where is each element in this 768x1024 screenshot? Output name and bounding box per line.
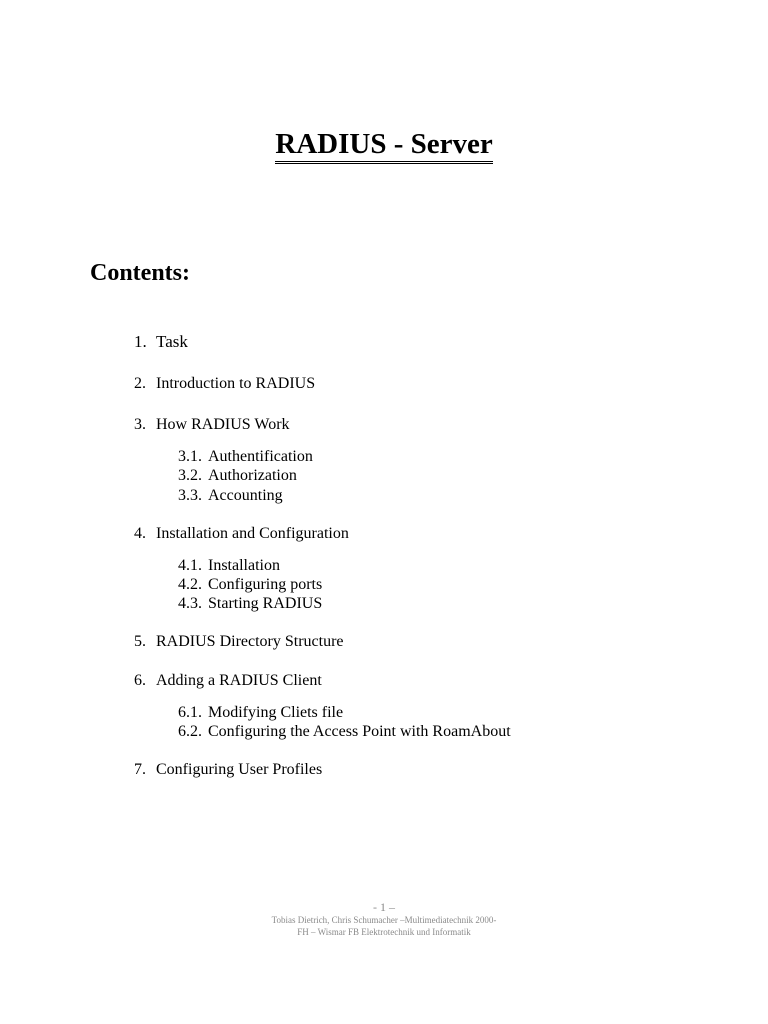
toc-number: 3. [134, 416, 146, 433]
toc-label: Configuring User Profiles [156, 761, 323, 778]
page-number: - 1 – [373, 900, 395, 914]
toc-label: Configuring the Access Point with RoamAbout [208, 723, 511, 740]
toc-label: Introduction to RADIUS [156, 375, 316, 392]
toc-subitem-accounting [178, 486, 283, 506]
toc-subitem-installation [178, 556, 280, 576]
toc-item-user-profiles [134, 760, 322, 780]
toc-number: 4.2. [178, 576, 202, 593]
toc-number: 5. [134, 633, 146, 650]
toc-label: Task [156, 332, 188, 351]
toc-item-adding-client [134, 671, 322, 691]
toc-number: 6.1. [178, 704, 202, 721]
toc-label: Accounting [208, 487, 283, 504]
toc-number: 7. [134, 761, 146, 778]
toc-number: 3.1. [178, 448, 202, 465]
toc-label: Configuring ports [208, 576, 323, 593]
footer-institution: FH – Wismar FB Elektrotechnik und Informatik [297, 927, 471, 937]
toc-item-directory-structure [134, 632, 344, 652]
toc-subitem-modifying-cliets [178, 703, 343, 723]
page-footer [0, 900, 768, 938]
document-title-text: RADIUS - Server [275, 127, 492, 164]
toc-item-installation-configuration [134, 524, 349, 544]
toc-number: 4.3. [178, 595, 202, 612]
toc-subitem-authorization [178, 466, 297, 486]
toc-label: Installation and Configuration [156, 525, 349, 542]
toc-number: 3.2. [178, 467, 202, 484]
toc-label: Adding a RADIUS Client [156, 672, 322, 689]
toc-item-task [134, 332, 188, 352]
toc-label: RADIUS Directory Structure [156, 633, 344, 650]
toc-subitem-starting-radius [178, 594, 322, 614]
toc-number: 2. [134, 375, 146, 392]
toc-subitem-authentification [178, 447, 313, 467]
toc-number: 3.3. [178, 487, 202, 504]
toc-label: Modifying Cliets file [208, 704, 344, 721]
toc-label: Starting RADIUS [208, 595, 323, 612]
footer-authors: Tobias Dietrich, Chris Schumacher –Multimediatechnik 2000- [271, 915, 497, 925]
toc-number: 6. [134, 672, 146, 689]
contents-heading: Contents: [90, 260, 190, 286]
toc-number: 1. [134, 332, 147, 351]
toc-label: Installation [208, 557, 280, 574]
toc-label: Authorization [208, 467, 297, 484]
toc-label: How RADIUS Work [156, 416, 290, 433]
toc-label: Authentification [208, 448, 313, 465]
toc-number: 4.1. [178, 557, 202, 574]
toc-subitem-configuring-access-point [178, 722, 511, 742]
toc-subitem-configuring-ports [178, 575, 322, 595]
toc-item-introduction [134, 374, 315, 394]
toc-number: 4. [134, 525, 146, 542]
toc-number: 6.2. [178, 723, 202, 740]
toc-item-how-radius-work [134, 415, 290, 435]
